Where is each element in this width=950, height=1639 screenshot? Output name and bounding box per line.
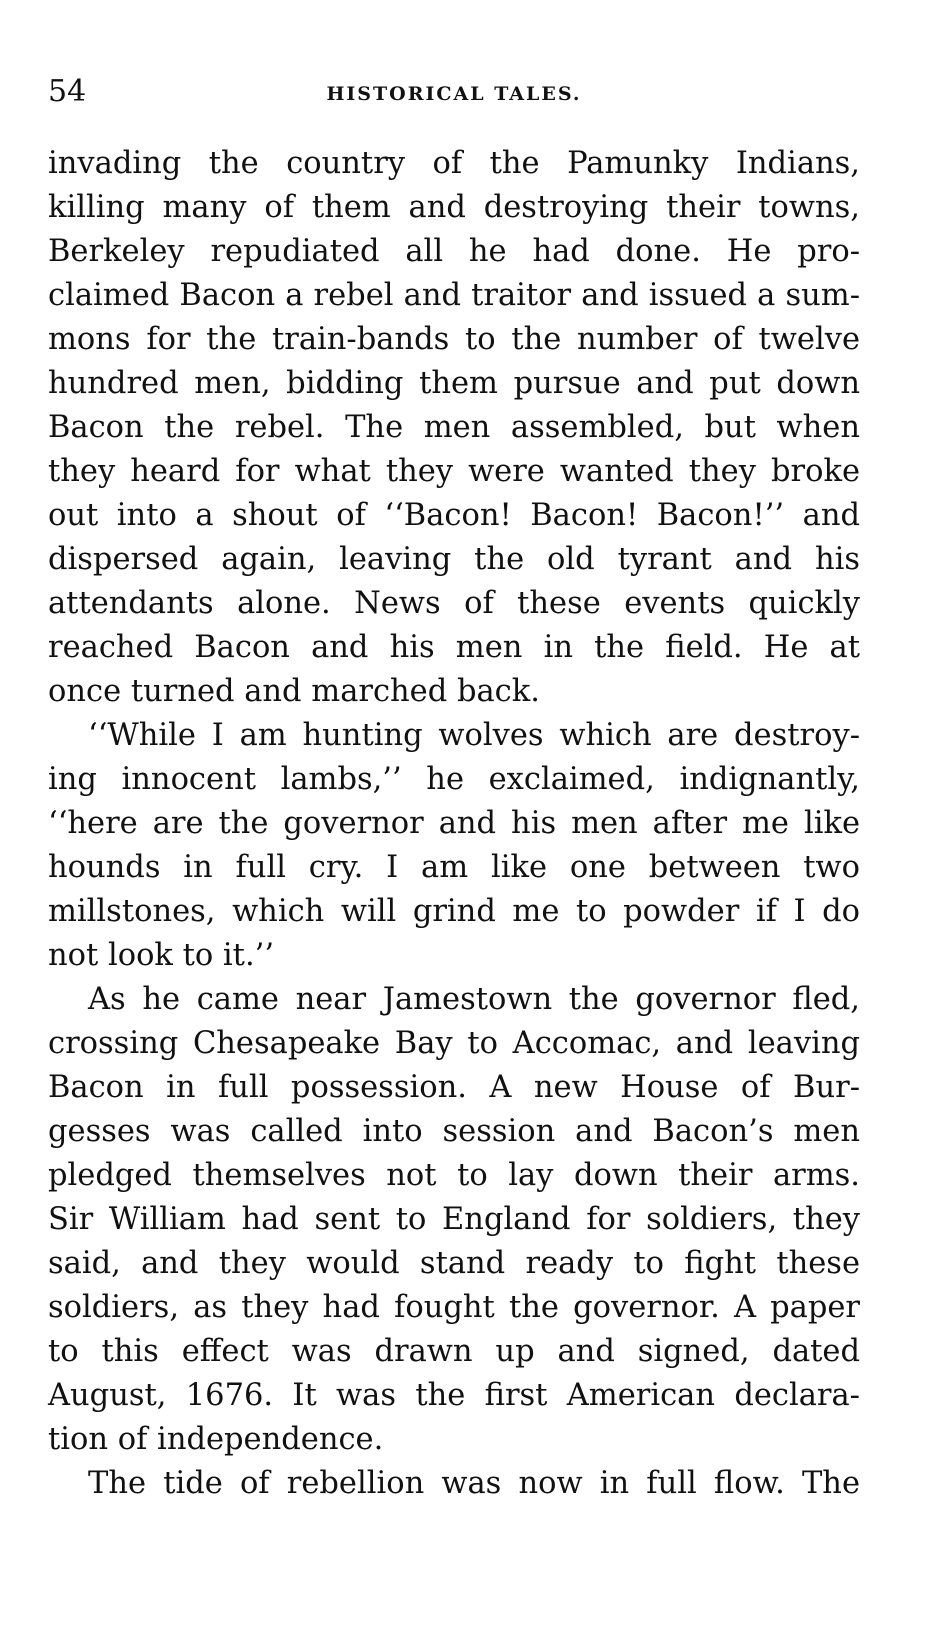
text-line: Bacon the rebel. The men assembled, but when	[48, 410, 860, 445]
text-line: said, and they would stand ready to fight these	[48, 1246, 860, 1281]
text-line: Bacon in full possession. A new House of Bur-	[48, 1070, 860, 1105]
running-head	[48, 72, 860, 112]
text-line: ‘‘While I am hunting wolves which are destroy-	[88, 718, 860, 753]
text-line: gesses was called into session and Bacon’s men	[48, 1114, 860, 1149]
text-line: ing innocent lambs,’’ he exclaimed, indignantly,	[48, 762, 860, 797]
text-line: not look to it.’’	[48, 938, 275, 973]
text-line: killing many of them and destroying their towns,	[48, 190, 860, 225]
text-line: The tide of rebellion was now in full flow. The	[88, 1466, 860, 1501]
page-number: 54	[48, 74, 87, 109]
text-line: claimed Bacon a rebel and traitor and issued a sum-	[48, 278, 860, 313]
running-title: HISTORICAL TALES.	[326, 83, 582, 105]
text-line: once turned and marched back.	[48, 674, 540, 709]
text-line: crossing Chesapeake Bay to Accomac, and leaving	[48, 1026, 860, 1061]
text-line: invading the country of the Pamunky Indians,	[48, 146, 860, 181]
text-line: dispersed again, leaving the old tyrant and his	[48, 542, 860, 577]
text-line: tion of independence.	[48, 1422, 384, 1457]
text-line: Berkeley repudiated all he had done. He pro-	[48, 234, 860, 269]
text-line: hounds in full cry. I am like one between two	[48, 850, 860, 885]
text-line: reached Bacon and his men in the field. He at	[48, 630, 860, 665]
text-line: As he came near Jamestown the governor fled,	[88, 982, 860, 1017]
text-line: pledged themselves not to lay down their arms.	[48, 1158, 860, 1193]
text-line: hundred men, bidding them pursue and put down	[48, 366, 860, 401]
body-text	[48, 142, 860, 1506]
text-line: Sir William had sent to England for soldiers, they	[48, 1202, 860, 1237]
text-line: mons for the train-bands to the number of twelve	[48, 322, 860, 357]
text-line: millstones, which will grind me to powder if I do	[48, 894, 860, 929]
text-line: attendants alone. News of these events quickly	[48, 586, 860, 621]
text-line: soldiers, as they had fought the governor. A paper	[48, 1290, 860, 1325]
text-line: to this effect was drawn up and signed, dated	[48, 1334, 860, 1369]
text-line: out into a shout of ‘‘Bacon! Bacon! Bacon!’’ and	[48, 498, 860, 533]
text-line: ‘‘here are the governor and his men after me like	[48, 806, 860, 841]
text-line: they heard for what they were wanted they broke	[48, 454, 860, 489]
text-line: August, 1676. It was the first American declara-	[48, 1378, 860, 1413]
